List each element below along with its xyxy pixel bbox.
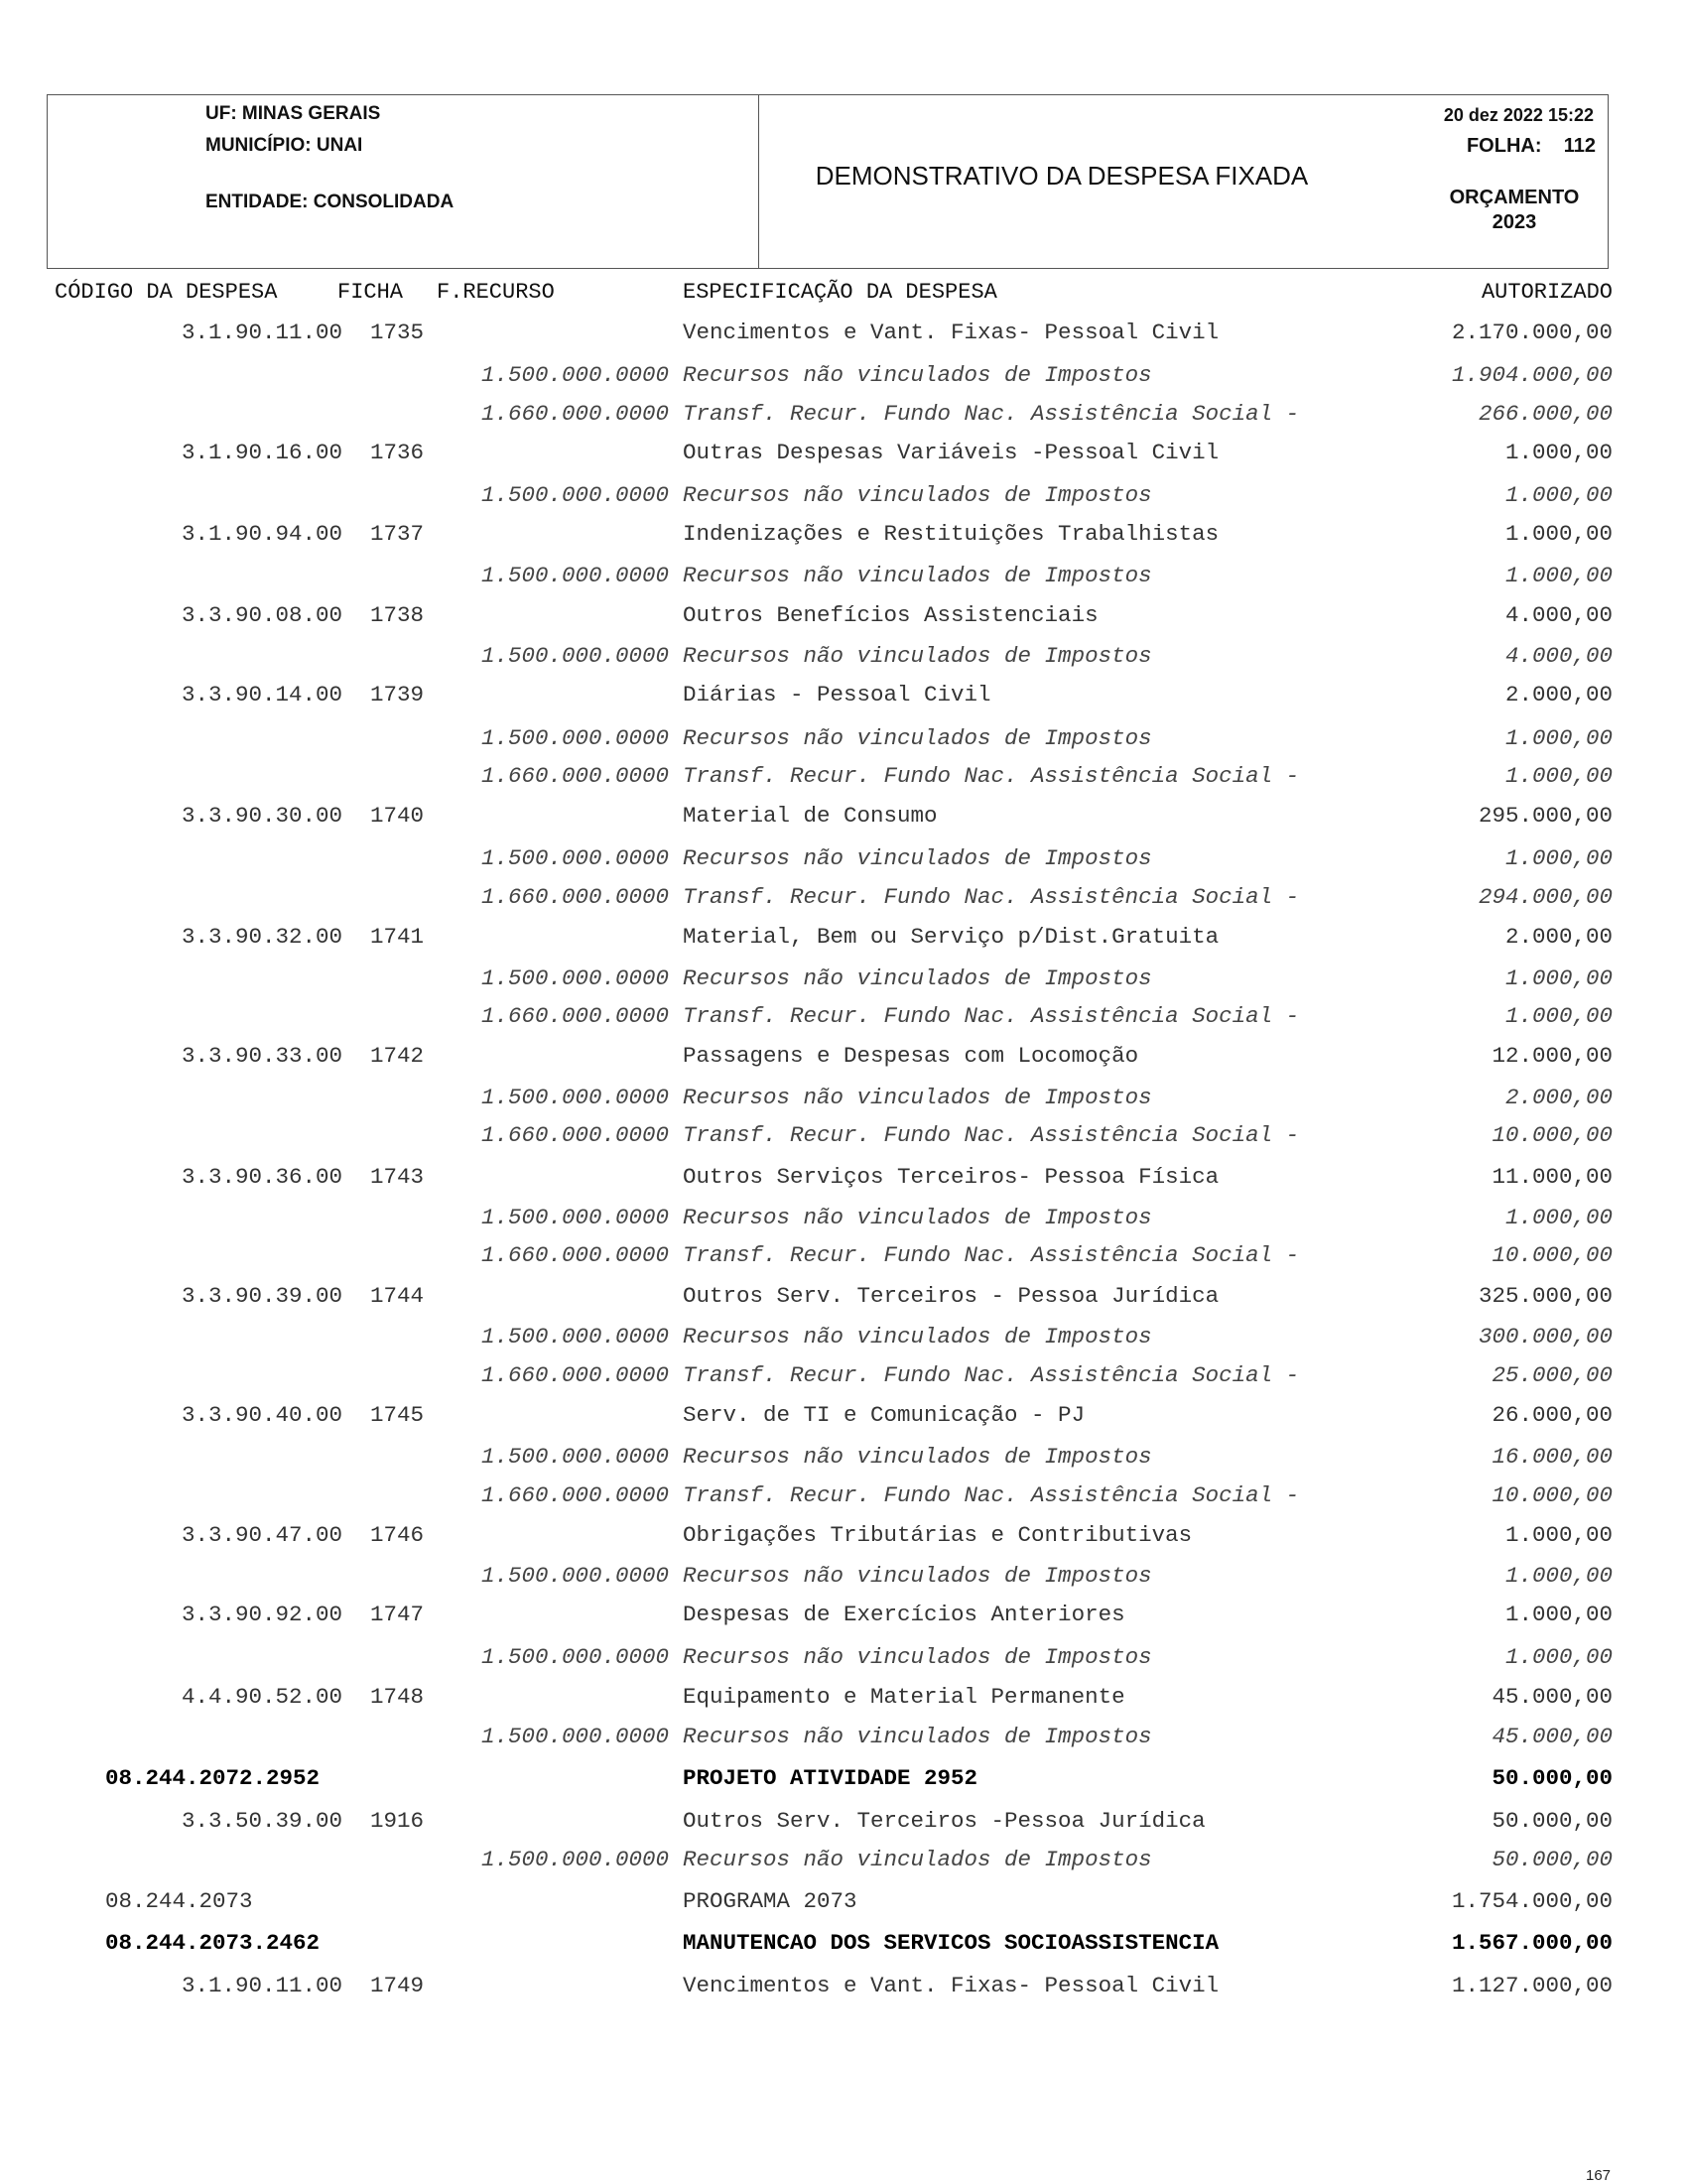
authorized-value: 4.000,00 bbox=[1504, 643, 1613, 669]
expense-row bbox=[0, 924, 1688, 954]
authorized-value: 4.000,00 bbox=[1504, 602, 1613, 628]
authorized-value: 1.000,00 bbox=[1504, 763, 1613, 789]
resource-code: 1.500.000.0000 bbox=[480, 643, 669, 669]
resource-row bbox=[0, 1482, 1688, 1512]
expense-description: Indenizações e Restituições Trabalhistas bbox=[683, 521, 1220, 547]
resource-row bbox=[0, 643, 1688, 673]
expense-code: 3.3.90.30.00 bbox=[181, 803, 342, 829]
resource-row bbox=[0, 1122, 1688, 1152]
authorized-value: 300.000,00 bbox=[1478, 1324, 1613, 1349]
expense-row bbox=[0, 1602, 1688, 1631]
expense-row bbox=[0, 1522, 1688, 1552]
resource-code: 1.500.000.0000 bbox=[480, 1444, 669, 1470]
folha bbox=[1467, 135, 1596, 158]
resource-row bbox=[0, 1444, 1688, 1474]
authorized-value: 1.000,00 bbox=[1504, 725, 1613, 751]
orcamento-year: 2023 bbox=[1492, 211, 1537, 233]
authorized-value: 50.000,00 bbox=[1492, 1765, 1613, 1791]
resource-code: 1.500.000.0000 bbox=[480, 563, 669, 588]
authorized-value: 1.000,00 bbox=[1504, 1205, 1613, 1230]
resource-row bbox=[0, 763, 1688, 793]
expense-description: PROGRAMA 2073 bbox=[683, 1888, 857, 1914]
resource-code: 1.500.000.0000 bbox=[480, 1205, 669, 1230]
authorized-value: 1.904.000,00 bbox=[1451, 362, 1613, 388]
expense-description: Recursos não vinculados de Impostos bbox=[683, 1085, 1152, 1110]
authorized-value: 45.000,00 bbox=[1492, 1684, 1613, 1710]
authorized-value: 10.000,00 bbox=[1492, 1242, 1613, 1268]
resource-code: 1.500.000.0000 bbox=[480, 1724, 669, 1749]
expense-row bbox=[0, 1402, 1688, 1432]
expense-code: 3.3.90.92.00 bbox=[181, 1602, 342, 1627]
authorized-value: 50.000,00 bbox=[1492, 1847, 1613, 1872]
resource-row bbox=[0, 1205, 1688, 1234]
resource-code: 1.660.000.0000 bbox=[480, 1122, 669, 1148]
authorized-value: 1.000,00 bbox=[1504, 440, 1613, 465]
resource-code: 1.660.000.0000 bbox=[480, 1003, 669, 1029]
authorized-value: 1.000,00 bbox=[1504, 845, 1613, 871]
expense-code: 08.244.2073.2462 bbox=[105, 1930, 321, 1956]
program-row bbox=[0, 1888, 1688, 1918]
ficha-number: 1739 bbox=[370, 682, 425, 707]
expense-row bbox=[0, 1684, 1688, 1714]
report-datetime: 20 dez 2022 15:22 bbox=[1443, 105, 1594, 125]
resource-code: 1.660.000.0000 bbox=[480, 401, 669, 427]
expense-description: Transf. Recur. Fundo Nac. Assistência Social - bbox=[683, 884, 1300, 910]
resource-row bbox=[0, 1242, 1688, 1272]
resource-code: 1.660.000.0000 bbox=[480, 1362, 669, 1388]
folha-label: FOLHA: bbox=[1466, 135, 1542, 157]
expense-description: Transf. Recur. Fundo Nac. Assistência Social - bbox=[683, 1003, 1300, 1029]
ficha-number: 1735 bbox=[370, 320, 425, 345]
ficha-number: 1916 bbox=[370, 1808, 425, 1834]
expense-description: Recursos não vinculados de Impostos bbox=[683, 1847, 1152, 1872]
resource-code: 1.500.000.0000 bbox=[480, 1085, 669, 1110]
expense-code: 3.3.90.40.00 bbox=[181, 1402, 342, 1428]
authorized-value: 12.000,00 bbox=[1492, 1043, 1613, 1069]
expense-row bbox=[0, 602, 1688, 632]
expense-description: Transf. Recur. Fundo Nac. Assistência Social - bbox=[683, 1242, 1300, 1268]
expense-description: Obrigações Tributárias e Contributivas bbox=[683, 1522, 1193, 1548]
resource-row bbox=[0, 1324, 1688, 1353]
authorized-value: 1.000,00 bbox=[1504, 965, 1613, 991]
report-header bbox=[47, 94, 1609, 269]
resource-code: 1.500.000.0000 bbox=[480, 1847, 669, 1872]
col-recurso: F.RECURSO bbox=[437, 280, 555, 305]
ficha-number: 1740 bbox=[370, 803, 425, 829]
municipio-label: MUNICÍPIO: UNAI bbox=[205, 135, 363, 156]
resource-row bbox=[0, 362, 1688, 392]
ficha-number: 1746 bbox=[370, 1522, 425, 1548]
expense-description: Transf. Recur. Fundo Nac. Assistência Social - bbox=[683, 1482, 1300, 1508]
ficha-number: 1745 bbox=[370, 1402, 425, 1428]
authorized-value: 10.000,00 bbox=[1492, 1482, 1613, 1508]
resource-row bbox=[0, 1563, 1688, 1593]
resource-code: 1.500.000.0000 bbox=[480, 1644, 669, 1670]
expense-description: Recursos não vinculados de Impostos bbox=[683, 725, 1152, 751]
expense-row bbox=[0, 1973, 1688, 2002]
authorized-value: 1.567.000,00 bbox=[1451, 1930, 1613, 1956]
ficha-number: 1744 bbox=[370, 1283, 425, 1309]
expense-description: Diárias - Pessoal Civil bbox=[683, 682, 991, 707]
expense-description: Outros Serv. Terceiros -Pessoa Jurídica bbox=[683, 1808, 1206, 1834]
expense-row bbox=[0, 1164, 1688, 1194]
resource-row bbox=[0, 401, 1688, 431]
expense-code: 08.244.2073 bbox=[105, 1888, 253, 1914]
expense-description: Recursos não vinculados de Impostos bbox=[683, 1644, 1152, 1670]
resource-row bbox=[0, 725, 1688, 755]
expense-code: 3.3.90.39.00 bbox=[181, 1283, 342, 1309]
ficha-number: 1738 bbox=[370, 602, 425, 628]
expense-description: Serv. de TI e Comunicação - PJ bbox=[683, 1402, 1086, 1428]
ficha-number: 1747 bbox=[370, 1602, 425, 1627]
resource-row bbox=[0, 1003, 1688, 1033]
authorized-value: 16.000,00 bbox=[1492, 1444, 1613, 1470]
ficha-number: 1737 bbox=[370, 521, 425, 547]
resource-row bbox=[0, 1724, 1688, 1753]
resource-code: 1.500.000.0000 bbox=[480, 1324, 669, 1349]
authorized-value: 26.000,00 bbox=[1492, 1402, 1613, 1428]
authorized-value: 1.127.000,00 bbox=[1451, 1973, 1613, 1998]
authorized-value: 1.754.000,00 bbox=[1451, 1888, 1613, 1914]
resource-row bbox=[0, 1362, 1688, 1392]
expense-description: Outros Serv. Terceiros - Pessoa Jurídica bbox=[683, 1283, 1220, 1309]
resource-code: 1.660.000.0000 bbox=[480, 884, 669, 910]
resource-row bbox=[0, 1085, 1688, 1114]
ficha-number: 1743 bbox=[370, 1164, 425, 1190]
report-title: DEMONSTRATIVO DA DESPESA FIXADA bbox=[815, 161, 1309, 191]
resource-code: 1.500.000.0000 bbox=[480, 845, 669, 871]
expense-code: 3.3.90.33.00 bbox=[181, 1043, 342, 1069]
authorized-value: 1.000,00 bbox=[1504, 1644, 1613, 1670]
orcamento-label: ORÇAMENTO bbox=[1449, 187, 1580, 208]
expense-code: 3.1.90.94.00 bbox=[181, 521, 342, 547]
expense-row bbox=[0, 1043, 1688, 1073]
expense-description: Recursos não vinculados de Impostos bbox=[683, 563, 1152, 588]
program-row bbox=[0, 1765, 1688, 1795]
expense-description: Material de Consumo bbox=[683, 803, 938, 829]
ficha-number: 1736 bbox=[370, 440, 425, 465]
authorized-value: 10.000,00 bbox=[1492, 1122, 1613, 1148]
resource-row bbox=[0, 965, 1688, 995]
expense-description: Outros Serviços Terceiros- Pessoa Física bbox=[683, 1164, 1220, 1190]
expense-description: Equipamento e Material Permanente bbox=[683, 1684, 1125, 1710]
resource-code: 1.500.000.0000 bbox=[480, 362, 669, 388]
ficha-number: 1749 bbox=[370, 1973, 425, 1998]
ficha-number: 1748 bbox=[370, 1684, 425, 1710]
expense-code: 3.1.90.16.00 bbox=[181, 440, 342, 465]
expense-code: 3.1.90.11.00 bbox=[181, 320, 342, 345]
expense-description: Recursos não vinculados de Impostos bbox=[683, 1444, 1152, 1470]
expense-row bbox=[0, 1283, 1688, 1313]
expense-description: Despesas de Exercícios Anteriores bbox=[683, 1602, 1125, 1627]
resource-row bbox=[0, 845, 1688, 875]
col-codigo: CÓDIGO DA DESPESA bbox=[55, 280, 278, 305]
entidade-label: ENTIDADE: CONSOLIDADA bbox=[205, 192, 454, 212]
resource-code: 1.500.000.0000 bbox=[480, 1563, 669, 1589]
expense-code: 3.3.90.47.00 bbox=[181, 1522, 342, 1548]
authorized-value: 325.000,00 bbox=[1478, 1283, 1613, 1309]
ficha-number: 1741 bbox=[370, 924, 425, 950]
expense-description: PROJETO ATIVIDADE 2952 bbox=[683, 1765, 978, 1791]
resource-row bbox=[0, 563, 1688, 592]
expense-description: Recursos não vinculados de Impostos bbox=[683, 643, 1152, 669]
authorized-value: 266.000,00 bbox=[1478, 401, 1613, 427]
resource-code: 1.660.000.0000 bbox=[480, 1482, 669, 1508]
expense-description: Recursos não vinculados de Impostos bbox=[683, 845, 1152, 871]
page-number: 167 bbox=[1586, 2167, 1612, 2184]
expense-description: Recursos não vinculados de Impostos bbox=[683, 482, 1152, 508]
authorized-value: 25.000,00 bbox=[1492, 1362, 1613, 1388]
expense-description: Vencimentos e Vant. Fixas- Pessoal Civil bbox=[683, 1973, 1220, 1998]
authorized-value: 45.000,00 bbox=[1492, 1724, 1613, 1749]
expense-description: Vencimentos e Vant. Fixas- Pessoal Civil bbox=[683, 320, 1220, 345]
col-autorizado: AUTORIZADO bbox=[1481, 280, 1613, 305]
expense-row bbox=[0, 1808, 1688, 1838]
authorized-value: 1.000,00 bbox=[1504, 563, 1613, 588]
expense-code: 3.3.90.08.00 bbox=[181, 602, 342, 628]
authorized-value: 1.000,00 bbox=[1504, 1563, 1613, 1589]
uf-label: UF: MINAS GERAIS bbox=[205, 103, 381, 124]
resource-row bbox=[0, 884, 1688, 914]
resource-code: 1.500.000.0000 bbox=[480, 725, 669, 751]
expense-code: 3.3.90.32.00 bbox=[181, 924, 342, 950]
folha-number: 112 bbox=[1563, 135, 1596, 157]
expense-code: 3.3.90.14.00 bbox=[181, 682, 342, 707]
expense-code: 3.3.90.36.00 bbox=[181, 1164, 342, 1190]
authorized-value: 1.000,00 bbox=[1504, 1602, 1613, 1627]
resource-code: 1.500.000.0000 bbox=[480, 482, 669, 508]
expense-description: Material, Bem ou Serviço p/Dist.Gratuita bbox=[683, 924, 1220, 950]
authorized-value: 1.000,00 bbox=[1504, 1003, 1613, 1029]
expense-description: Recursos não vinculados de Impostos bbox=[683, 1724, 1152, 1749]
expense-description: Transf. Recur. Fundo Nac. Assistência Social - bbox=[683, 1122, 1300, 1148]
expense-row bbox=[0, 803, 1688, 833]
authorized-value: 50.000,00 bbox=[1492, 1808, 1613, 1834]
expense-row bbox=[0, 682, 1688, 711]
expense-row bbox=[0, 320, 1688, 349]
expense-description: Recursos não vinculados de Impostos bbox=[683, 1205, 1152, 1230]
expense-row bbox=[0, 521, 1688, 551]
expense-description: MANUTENCAO DOS SERVICOS SOCIOASSISTENCIA bbox=[683, 1930, 1220, 1956]
expense-code: 08.244.2072.2952 bbox=[105, 1765, 321, 1791]
col-ficha: FICHA bbox=[337, 280, 404, 305]
program-row bbox=[0, 1930, 1688, 1960]
resource-row bbox=[0, 1644, 1688, 1674]
resource-code: 1.660.000.0000 bbox=[480, 1242, 669, 1268]
authorized-value: 2.000,00 bbox=[1504, 682, 1613, 707]
expense-code: 3.3.50.39.00 bbox=[181, 1808, 342, 1834]
authorized-value: 1.000,00 bbox=[1504, 521, 1613, 547]
resource-code: 1.500.000.0000 bbox=[480, 965, 669, 991]
resource-row bbox=[0, 482, 1688, 512]
expense-code: 3.1.90.11.00 bbox=[181, 1973, 342, 1998]
expense-description: Transf. Recur. Fundo Nac. Assistência Social - bbox=[683, 401, 1300, 427]
authorized-value: 294.000,00 bbox=[1478, 884, 1613, 910]
authorized-value: 1.000,00 bbox=[1504, 1522, 1613, 1548]
expense-description: Outros Benefícios Assistenciais bbox=[683, 602, 1099, 628]
authorized-value: 295.000,00 bbox=[1478, 803, 1613, 829]
resource-row bbox=[0, 1847, 1688, 1876]
authorized-value: 2.170.000,00 bbox=[1451, 320, 1613, 345]
expense-description: Transf. Recur. Fundo Nac. Assistência Social - bbox=[683, 1362, 1300, 1388]
resource-code: 1.660.000.0000 bbox=[480, 763, 669, 789]
authorized-value: 2.000,00 bbox=[1504, 1085, 1613, 1110]
expense-description: Outras Despesas Variáveis -Pessoal Civil bbox=[683, 440, 1220, 465]
expense-description: Recursos não vinculados de Impostos bbox=[683, 1563, 1152, 1589]
authorized-value: 11.000,00 bbox=[1492, 1164, 1613, 1190]
expense-description: Transf. Recur. Fundo Nac. Assistência Social - bbox=[683, 763, 1300, 789]
col-especificacao: ESPECIFICAÇÃO DA DESPESA bbox=[683, 280, 997, 305]
expense-description: Recursos não vinculados de Impostos bbox=[683, 965, 1152, 991]
authorized-value: 2.000,00 bbox=[1504, 924, 1613, 950]
expense-description: Recursos não vinculados de Impostos bbox=[683, 1324, 1152, 1349]
expense-code: 4.4.90.52.00 bbox=[181, 1684, 342, 1710]
expense-row bbox=[0, 440, 1688, 469]
expense-description: Passagens e Despesas com Locomoção bbox=[683, 1043, 1139, 1069]
expense-description: Recursos não vinculados de Impostos bbox=[683, 362, 1152, 388]
authorized-value: 1.000,00 bbox=[1504, 482, 1613, 508]
ficha-number: 1742 bbox=[370, 1043, 425, 1069]
